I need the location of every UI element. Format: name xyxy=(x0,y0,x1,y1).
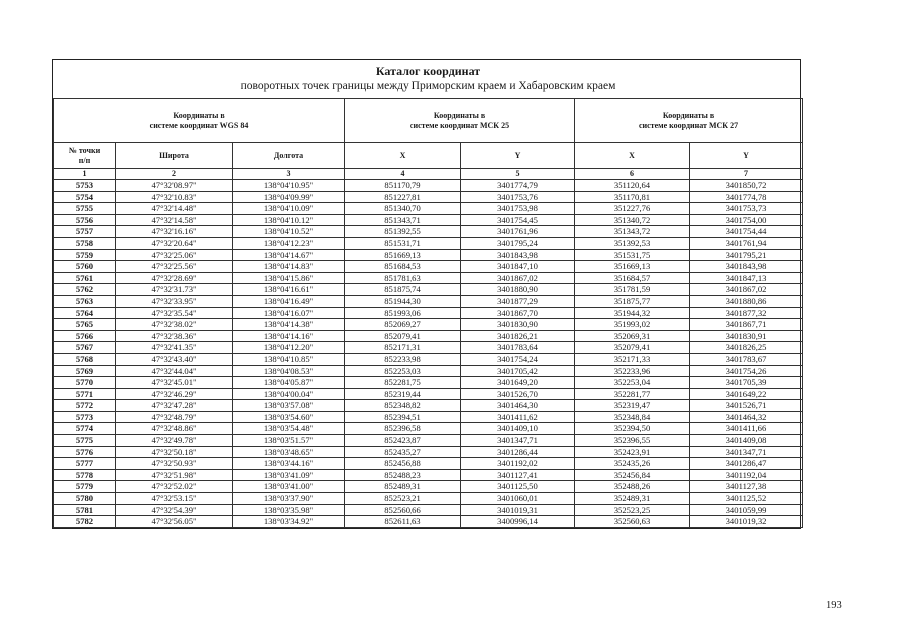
msk25-y-cell: 3401795,24 xyxy=(461,237,575,249)
msk25-y-cell: 3401843,98 xyxy=(461,249,575,261)
longitude-cell: 138°04'10.85" xyxy=(233,353,345,365)
col-point-line1: № точки xyxy=(68,145,101,155)
table-row xyxy=(54,353,803,365)
table-row xyxy=(54,249,803,261)
msk27-x-cell: 352233,96 xyxy=(575,365,690,377)
longitude-cell: 138°03'54.48" xyxy=(233,423,345,435)
latitude-cell: 47°32'14.58" xyxy=(116,214,233,226)
group-line2: системе координат МСК 25 xyxy=(409,120,510,130)
msk25-x-cell: 851781,63 xyxy=(345,272,461,284)
col-y25-header: Y xyxy=(461,143,575,169)
col-lon-header: Долгота xyxy=(233,143,345,169)
msk25-y-cell: 3401880,90 xyxy=(461,284,575,296)
table-row xyxy=(54,423,803,435)
msk27-y-cell: 3401411,66 xyxy=(690,423,803,435)
point-id-cell: 5769 xyxy=(54,365,116,377)
msk25-y-cell: 3401847,10 xyxy=(461,261,575,273)
group-msk27 xyxy=(575,99,803,143)
longitude-cell: 138°03'48.65" xyxy=(233,446,345,458)
table-row xyxy=(54,319,803,331)
column-number: 6 xyxy=(575,169,690,180)
latitude-cell: 47°32'43.40" xyxy=(116,353,233,365)
msk25-y-cell: 3401286,44 xyxy=(461,446,575,458)
msk27-y-cell: 3401754,26 xyxy=(690,365,803,377)
msk27-y-cell: 3401127,38 xyxy=(690,481,803,493)
msk25-y-cell: 3401761,96 xyxy=(461,226,575,238)
msk25-x-cell: 852435,27 xyxy=(345,446,461,458)
msk27-y-cell: 3401753,73 xyxy=(690,203,803,215)
point-id-cell: 5771 xyxy=(54,388,116,400)
table-row xyxy=(54,446,803,458)
latitude-cell: 47°32'31.73" xyxy=(116,284,233,296)
msk25-y-cell: 3401409,10 xyxy=(461,423,575,435)
latitude-cell: 47°32'54.39" xyxy=(116,504,233,516)
msk27-x-cell: 351993,02 xyxy=(575,319,690,331)
msk27-x-cell: 352319,47 xyxy=(575,400,690,412)
msk27-y-cell: 3401192,04 xyxy=(690,469,803,481)
group-line1: Координаты в xyxy=(662,110,715,120)
point-id-cell: 5766 xyxy=(54,330,116,342)
table-row xyxy=(54,493,803,505)
point-id-cell: 5763 xyxy=(54,295,116,307)
msk27-x-cell: 352171,33 xyxy=(575,353,690,365)
longitude-cell: 138°03'37.90" xyxy=(233,493,345,505)
latitude-cell: 47°32'14.48" xyxy=(116,203,233,215)
point-id-cell: 5761 xyxy=(54,272,116,284)
msk27-x-cell: 352348,84 xyxy=(575,411,690,423)
latitude-cell: 47°32'20.64" xyxy=(116,237,233,249)
msk27-y-cell: 3401850,72 xyxy=(690,180,803,192)
coordinate-catalog xyxy=(52,59,801,529)
msk25-x-cell: 851944,30 xyxy=(345,295,461,307)
msk27-x-cell: 352396,55 xyxy=(575,435,690,447)
longitude-cell: 138°04'14.38" xyxy=(233,319,345,331)
msk25-x-cell: 852523,21 xyxy=(345,493,461,505)
group-line1: Координаты в xyxy=(173,110,225,120)
msk25-x-cell: 852079,41 xyxy=(345,330,461,342)
msk25-x-cell: 851993,06 xyxy=(345,307,461,319)
table-row xyxy=(54,469,803,481)
table-row xyxy=(54,388,803,400)
group-line2: системе координат WGS 84 xyxy=(149,120,249,130)
latitude-cell: 47°32'49.78" xyxy=(116,435,233,447)
msk27-x-cell: 352523,25 xyxy=(575,504,690,516)
table-row xyxy=(54,191,803,203)
msk27-x-cell: 352456,84 xyxy=(575,469,690,481)
point-id-cell: 5767 xyxy=(54,342,116,354)
longitude-cell: 138°04'16.61" xyxy=(233,284,345,296)
table-row xyxy=(54,458,803,470)
msk25-y-cell: 3401753,98 xyxy=(461,203,575,215)
msk25-y-cell: 3401753,76 xyxy=(461,191,575,203)
msk25-x-cell: 852319,44 xyxy=(345,388,461,400)
table-row xyxy=(54,400,803,412)
longitude-cell: 138°03'35.98" xyxy=(233,504,345,516)
msk25-y-cell: 3401347,71 xyxy=(461,435,575,447)
longitude-cell: 138°04'09.99" xyxy=(233,191,345,203)
msk27-y-cell: 3401795,21 xyxy=(690,249,803,261)
point-id-cell: 5768 xyxy=(54,353,116,365)
latitude-cell: 47°32'33.95" xyxy=(116,295,233,307)
msk25-x-cell: 852394,51 xyxy=(345,411,461,423)
longitude-cell: 138°03'41.00" xyxy=(233,481,345,493)
table-row xyxy=(54,342,803,354)
msk27-x-cell: 351669,13 xyxy=(575,261,690,273)
msk27-y-cell: 3401867,71 xyxy=(690,319,803,331)
msk25-x-cell: 851392,55 xyxy=(345,226,461,238)
msk25-x-cell: 852488,23 xyxy=(345,469,461,481)
point-id-cell: 5778 xyxy=(54,469,116,481)
msk25-x-cell: 852281,75 xyxy=(345,377,461,389)
longitude-cell: 138°04'10.52" xyxy=(233,226,345,238)
msk25-x-cell: 852423,87 xyxy=(345,435,461,447)
msk27-y-cell: 3401830,91 xyxy=(690,330,803,342)
point-id-cell: 5779 xyxy=(54,481,116,493)
msk25-y-cell: 3401060,01 xyxy=(461,493,575,505)
column-number: 7 xyxy=(690,169,803,180)
column-header-row xyxy=(54,143,803,169)
msk27-y-cell: 3401059,99 xyxy=(690,504,803,516)
col-x25-header: X xyxy=(345,143,461,169)
table-row xyxy=(54,214,803,226)
msk25-x-cell: 851170,79 xyxy=(345,180,461,192)
latitude-cell: 47°32'50.18" xyxy=(116,446,233,458)
group-line1: Координаты в xyxy=(433,110,486,120)
msk27-y-cell: 3401705,39 xyxy=(690,377,803,389)
msk25-y-cell: 3401127,41 xyxy=(461,469,575,481)
longitude-cell: 138°04'14.16" xyxy=(233,330,345,342)
table-row xyxy=(54,411,803,423)
msk25-x-cell: 851669,13 xyxy=(345,249,461,261)
table-row xyxy=(54,377,803,389)
msk25-x-cell: 851875,74 xyxy=(345,284,461,296)
msk27-x-cell: 351875,77 xyxy=(575,295,690,307)
catalog-title: Каталог координат xyxy=(375,64,481,78)
longitude-cell: 138°03'57.08" xyxy=(233,400,345,412)
latitude-cell: 47°32'35.54" xyxy=(116,307,233,319)
longitude-cell: 138°04'08.53" xyxy=(233,365,345,377)
msk27-x-cell: 352488,26 xyxy=(575,481,690,493)
msk27-x-cell: 351170,81 xyxy=(575,191,690,203)
msk25-y-cell: 3401705,42 xyxy=(461,365,575,377)
point-id-cell: 5777 xyxy=(54,458,116,470)
msk25-x-cell: 851227,81 xyxy=(345,191,461,203)
msk27-x-cell: 352394,50 xyxy=(575,423,690,435)
group-msk25 xyxy=(345,99,575,143)
col-lat-header: Широта xyxy=(116,143,233,169)
table-row xyxy=(54,284,803,296)
longitude-cell: 138°04'10.12" xyxy=(233,214,345,226)
msk25-x-cell: 852253,03 xyxy=(345,365,461,377)
catalog-subtitle: поворотных точек границы между Приморским краем и Хабаровским краем xyxy=(240,80,616,92)
msk27-x-cell: 352489,31 xyxy=(575,493,690,505)
longitude-cell: 138°04'12.23" xyxy=(233,237,345,249)
msk25-x-cell: 852069,27 xyxy=(345,319,461,331)
column-number: 2 xyxy=(116,169,233,180)
point-id-cell: 5782 xyxy=(54,516,116,528)
point-id-cell: 5756 xyxy=(54,214,116,226)
latitude-cell: 47°32'53.15" xyxy=(116,493,233,505)
msk27-x-cell: 352281,77 xyxy=(575,388,690,400)
point-id-cell: 5754 xyxy=(54,191,116,203)
point-id-cell: 5753 xyxy=(54,180,116,192)
msk27-y-cell: 3401754,44 xyxy=(690,226,803,238)
latitude-cell: 47°32'38.02" xyxy=(116,319,233,331)
msk27-y-cell: 3401880,86 xyxy=(690,295,803,307)
msk25-y-cell: 3401526,70 xyxy=(461,388,575,400)
table-row xyxy=(54,261,803,273)
col-point-header xyxy=(54,143,116,169)
msk25-x-cell: 851684,53 xyxy=(345,261,461,273)
longitude-cell: 138°03'44.16" xyxy=(233,458,345,470)
point-id-cell: 5760 xyxy=(54,261,116,273)
msk25-y-cell: 3401830,90 xyxy=(461,319,575,331)
longitude-cell: 138°03'54.60" xyxy=(233,411,345,423)
latitude-cell: 47°32'48.79" xyxy=(116,411,233,423)
table-row xyxy=(54,435,803,447)
msk27-y-cell: 3401526,71 xyxy=(690,400,803,412)
latitude-cell: 47°32'47.28" xyxy=(116,400,233,412)
longitude-cell: 138°04'12.20" xyxy=(233,342,345,354)
msk25-x-cell: 851531,71 xyxy=(345,237,461,249)
title-row xyxy=(54,60,803,99)
latitude-cell: 47°32'50.93" xyxy=(116,458,233,470)
msk27-x-cell: 352423,91 xyxy=(575,446,690,458)
latitude-cell: 47°32'25.56" xyxy=(116,261,233,273)
msk25-y-cell: 3401125,50 xyxy=(461,481,575,493)
msk27-y-cell: 3401774,78 xyxy=(690,191,803,203)
msk25-x-cell: 852233,98 xyxy=(345,353,461,365)
table-row xyxy=(54,226,803,238)
msk25-x-cell: 852348,82 xyxy=(345,400,461,412)
longitude-cell: 138°03'51.57" xyxy=(233,435,345,447)
msk27-x-cell: 351343,72 xyxy=(575,226,690,238)
point-id-cell: 5774 xyxy=(54,423,116,435)
group-line2: системе координат МСК 27 xyxy=(638,120,739,130)
msk27-y-cell: 3401761,94 xyxy=(690,237,803,249)
longitude-cell: 138°04'05.87" xyxy=(233,377,345,389)
msk25-x-cell: 852456,88 xyxy=(345,458,461,470)
msk27-x-cell: 351781,59 xyxy=(575,284,690,296)
longitude-cell: 138°04'10.95" xyxy=(233,180,345,192)
latitude-cell: 47°32'45.01" xyxy=(116,377,233,389)
longitude-cell: 138°04'14.83" xyxy=(233,261,345,273)
msk27-x-cell: 351944,32 xyxy=(575,307,690,319)
longitude-cell: 138°04'16.49" xyxy=(233,295,345,307)
msk25-x-cell: 852560,66 xyxy=(345,504,461,516)
latitude-cell: 47°32'56.05" xyxy=(116,516,233,528)
table-row xyxy=(54,295,803,307)
msk27-x-cell: 352435,26 xyxy=(575,458,690,470)
point-id-cell: 5759 xyxy=(54,249,116,261)
msk27-x-cell: 351392,53 xyxy=(575,237,690,249)
msk27-y-cell: 3401019,32 xyxy=(690,516,803,528)
longitude-cell: 138°04'14.67" xyxy=(233,249,345,261)
point-id-cell: 5781 xyxy=(54,504,116,516)
msk27-y-cell: 3401843,98 xyxy=(690,261,803,273)
msk27-x-cell: 352560,63 xyxy=(575,516,690,528)
table-row xyxy=(54,307,803,319)
table-row xyxy=(54,481,803,493)
msk25-y-cell: 3401867,70 xyxy=(461,307,575,319)
table-row xyxy=(54,330,803,342)
latitude-cell: 47°32'48.86" xyxy=(116,423,233,435)
msk25-x-cell: 852611,63 xyxy=(345,516,461,528)
table-row xyxy=(54,203,803,215)
col-point-line2: п/п xyxy=(78,155,91,165)
column-number-row xyxy=(54,169,803,180)
msk25-y-cell: 3401192,02 xyxy=(461,458,575,470)
longitude-cell: 138°03'34.92" xyxy=(233,516,345,528)
table-row xyxy=(54,180,803,192)
point-id-cell: 5757 xyxy=(54,226,116,238)
msk27-x-cell: 352069,31 xyxy=(575,330,690,342)
msk27-x-cell: 351340,72 xyxy=(575,214,690,226)
coordinate-table xyxy=(53,60,803,528)
latitude-cell: 47°32'16.16" xyxy=(116,226,233,238)
point-id-cell: 5765 xyxy=(54,319,116,331)
msk27-y-cell: 3401826,25 xyxy=(690,342,803,354)
msk27-y-cell: 3401464,32 xyxy=(690,411,803,423)
msk25-y-cell: 3401411,62 xyxy=(461,411,575,423)
longitude-cell: 138°04'10.09" xyxy=(233,203,345,215)
msk27-y-cell: 3401867,02 xyxy=(690,284,803,296)
latitude-cell: 47°32'44.04" xyxy=(116,365,233,377)
msk25-x-cell: 851343,71 xyxy=(345,214,461,226)
msk27-y-cell: 3401783,67 xyxy=(690,353,803,365)
point-id-cell: 5755 xyxy=(54,203,116,215)
msk27-x-cell: 352253,04 xyxy=(575,377,690,389)
latitude-cell: 47°32'51.98" xyxy=(116,469,233,481)
latitude-cell: 47°32'08.97" xyxy=(116,180,233,192)
latitude-cell: 47°32'41.35" xyxy=(116,342,233,354)
table-row xyxy=(54,237,803,249)
point-id-cell: 5758 xyxy=(54,237,116,249)
point-id-cell: 5776 xyxy=(54,446,116,458)
msk27-y-cell: 3401754,00 xyxy=(690,214,803,226)
point-id-cell: 5762 xyxy=(54,284,116,296)
msk25-x-cell: 852396,58 xyxy=(345,423,461,435)
point-id-cell: 5764 xyxy=(54,307,116,319)
point-id-cell: 5772 xyxy=(54,400,116,412)
msk27-x-cell: 351684,57 xyxy=(575,272,690,284)
longitude-cell: 138°04'15.86" xyxy=(233,272,345,284)
msk27-x-cell: 351227,76 xyxy=(575,203,690,215)
table-row xyxy=(54,365,803,377)
msk27-y-cell: 3401286,47 xyxy=(690,458,803,470)
msk25-y-cell: 3401783,64 xyxy=(461,342,575,354)
latitude-cell: 47°32'46.29" xyxy=(116,388,233,400)
point-id-cell: 5770 xyxy=(54,377,116,389)
group-header-row xyxy=(54,99,803,143)
msk25-y-cell: 3401826,21 xyxy=(461,330,575,342)
msk25-y-cell: 3401754,45 xyxy=(461,214,575,226)
point-id-cell: 5775 xyxy=(54,435,116,447)
latitude-cell: 47°32'25.06" xyxy=(116,249,233,261)
msk27-y-cell: 3401847,13 xyxy=(690,272,803,284)
col-x27-header: X xyxy=(575,143,690,169)
point-id-cell: 5780 xyxy=(54,493,116,505)
msk25-y-cell: 3401754,24 xyxy=(461,353,575,365)
latitude-cell: 47°32'10.83" xyxy=(116,191,233,203)
longitude-cell: 138°03'41.09" xyxy=(233,469,345,481)
msk27-x-cell: 352079,41 xyxy=(575,342,690,354)
group-wgs84 xyxy=(54,99,345,143)
msk25-y-cell: 3401019,31 xyxy=(461,504,575,516)
msk25-x-cell: 852489,31 xyxy=(345,481,461,493)
msk27-x-cell: 351120,64 xyxy=(575,180,690,192)
msk25-y-cell: 3400996,14 xyxy=(461,516,575,528)
msk27-x-cell: 351531,75 xyxy=(575,249,690,261)
longitude-cell: 138°04'00.04" xyxy=(233,388,345,400)
msk25-y-cell: 3401867,02 xyxy=(461,272,575,284)
msk25-x-cell: 851340,70 xyxy=(345,203,461,215)
point-id-cell: 5773 xyxy=(54,411,116,423)
msk25-x-cell: 852171,31 xyxy=(345,342,461,354)
column-number: 4 xyxy=(345,169,461,180)
page-number: 193 xyxy=(826,600,842,611)
table-row xyxy=(54,504,803,516)
msk27-y-cell: 3401347,71 xyxy=(690,446,803,458)
msk27-y-cell: 3401877,32 xyxy=(690,307,803,319)
latitude-cell: 47°32'38.36" xyxy=(116,330,233,342)
msk27-y-cell: 3401409,08 xyxy=(690,435,803,447)
latitude-cell: 47°32'52.02" xyxy=(116,481,233,493)
msk25-y-cell: 3401774,79 xyxy=(461,180,575,192)
msk27-y-cell: 3401125,52 xyxy=(690,493,803,505)
longitude-cell: 138°04'16.07" xyxy=(233,307,345,319)
msk25-y-cell: 3401464,30 xyxy=(461,400,575,412)
msk25-y-cell: 3401877,29 xyxy=(461,295,575,307)
column-number: 5 xyxy=(461,169,575,180)
msk25-y-cell: 3401649,20 xyxy=(461,377,575,389)
column-number: 1 xyxy=(54,169,116,180)
col-y27-header: Y xyxy=(690,143,803,169)
latitude-cell: 47°32'28.69" xyxy=(116,272,233,284)
table-row xyxy=(54,516,803,528)
title-cell xyxy=(54,60,803,99)
table-row xyxy=(54,272,803,284)
column-number: 3 xyxy=(233,169,345,180)
msk27-y-cell: 3401649,22 xyxy=(690,388,803,400)
